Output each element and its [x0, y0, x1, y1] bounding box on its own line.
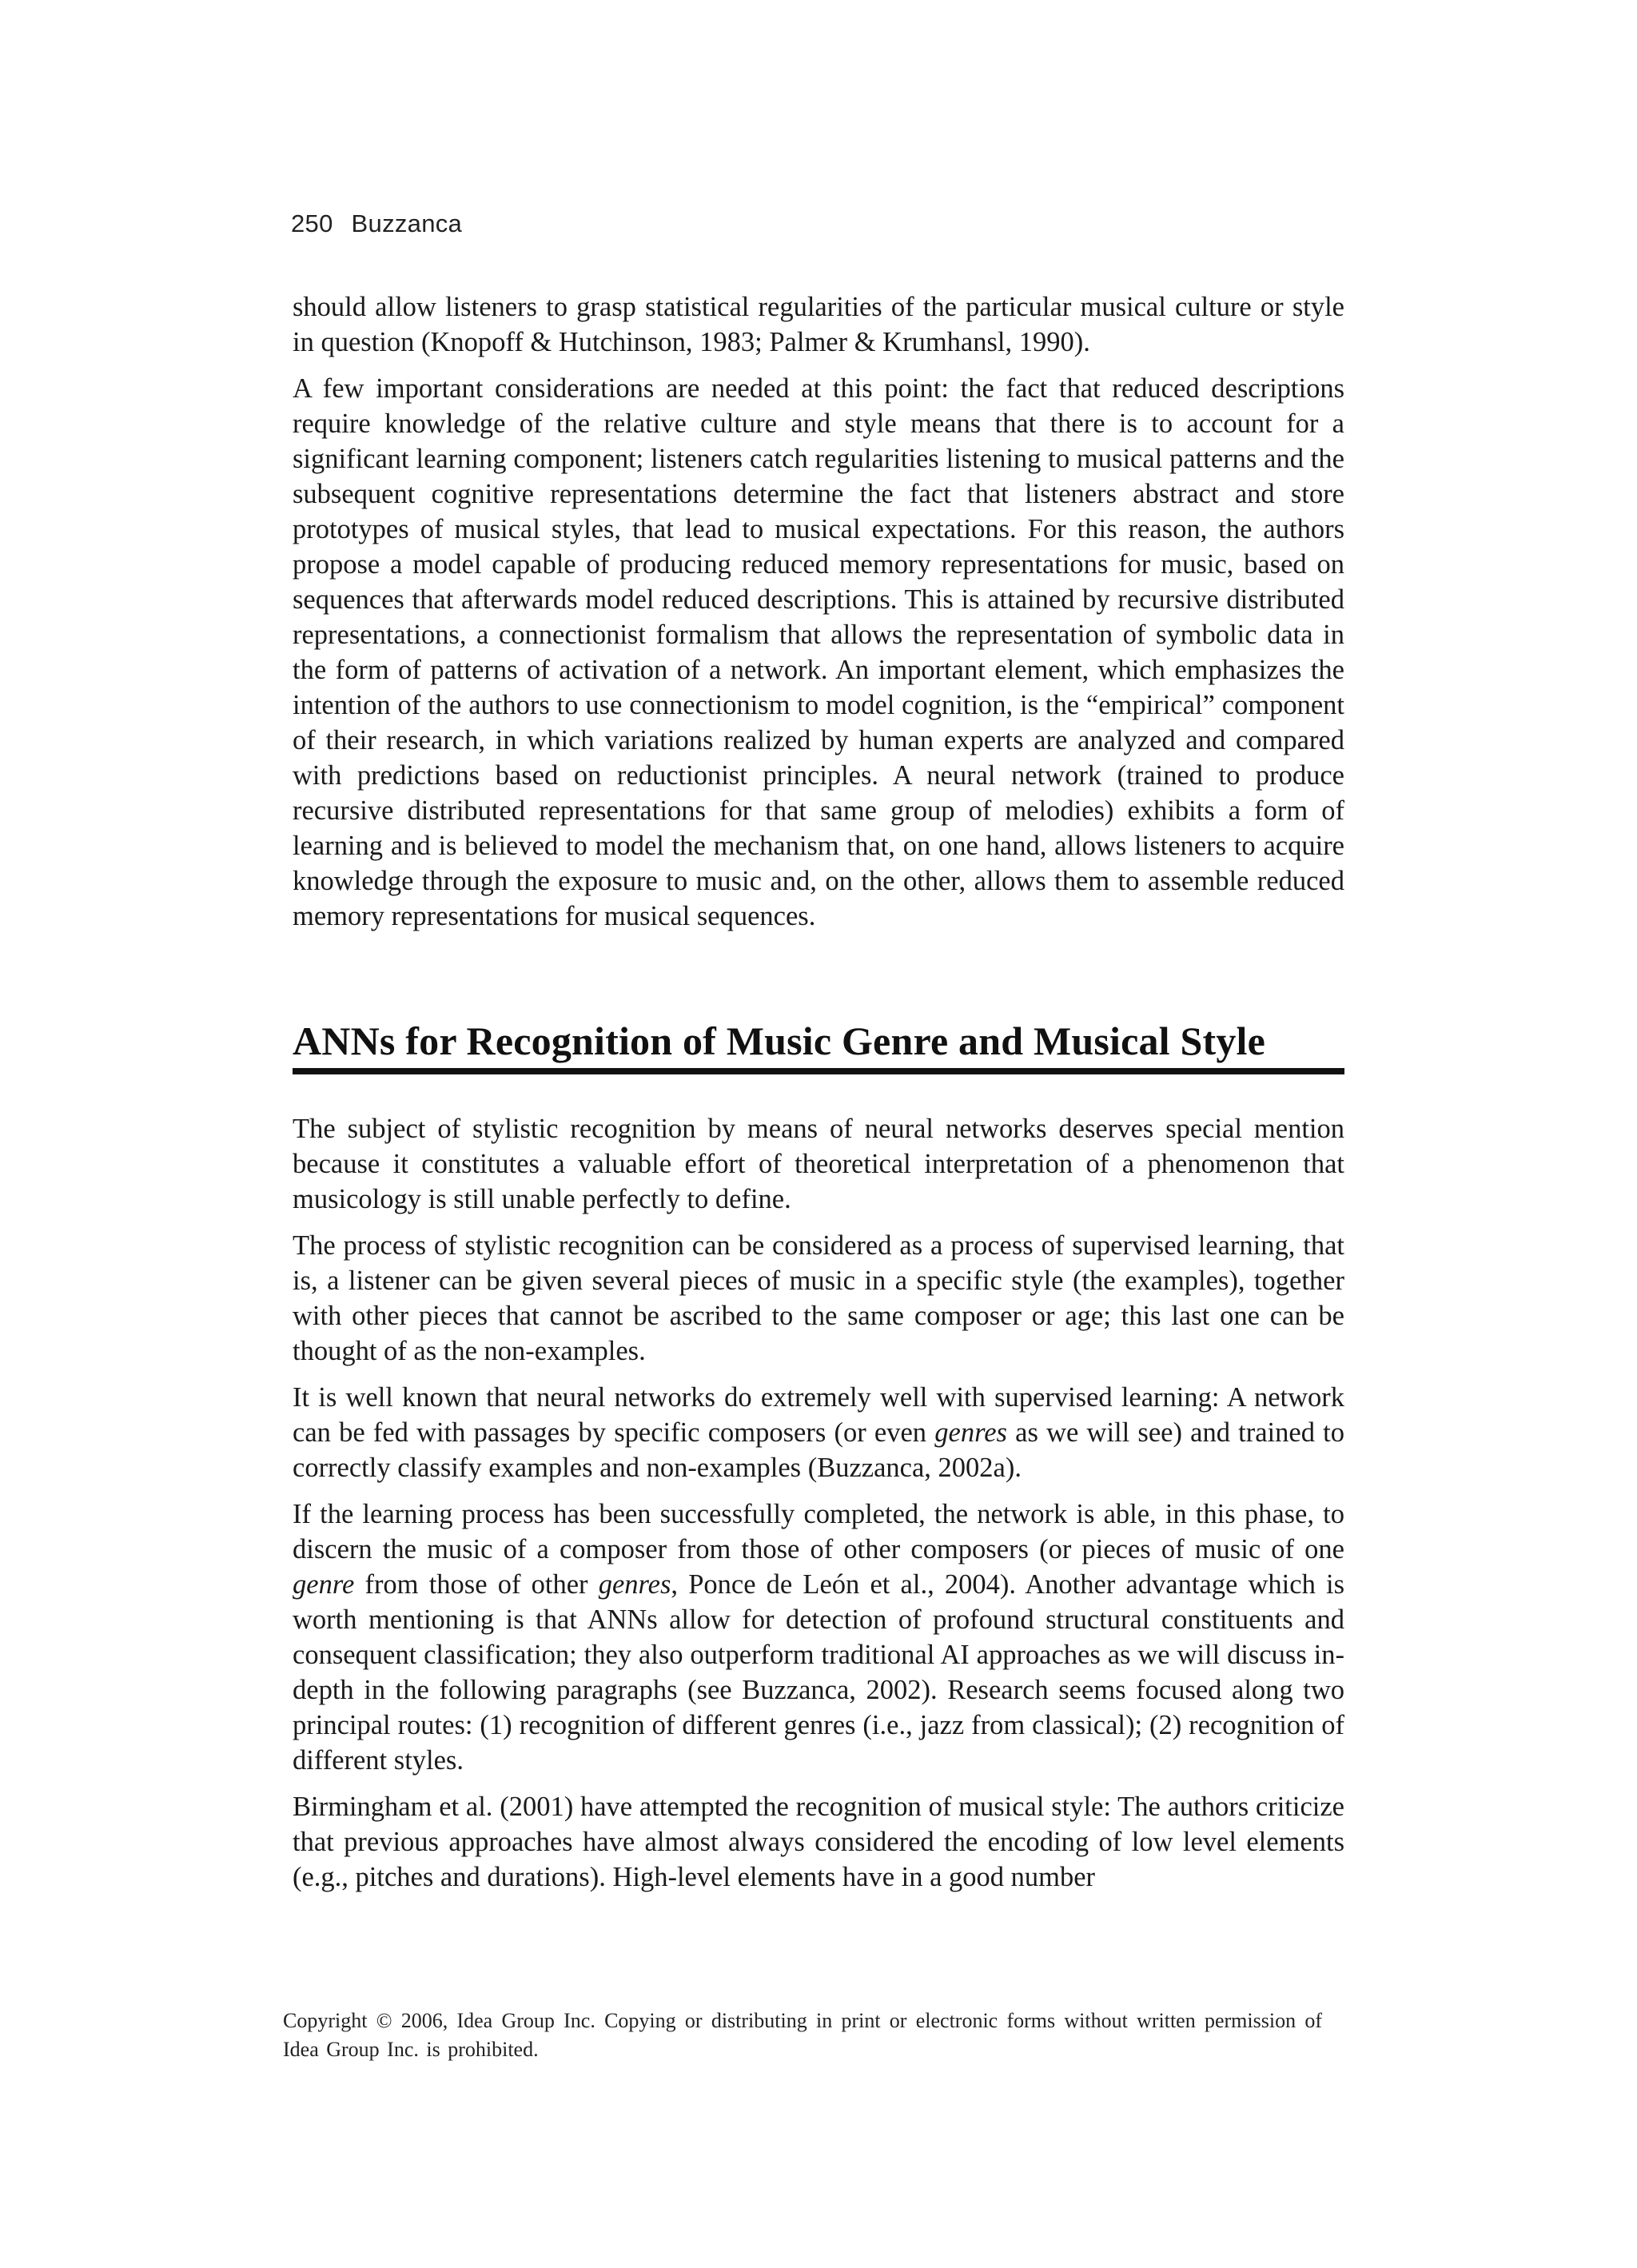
text-run: as we will see) and trained to correctly classify examples and non-examples (Buzzanca, 2002a).	[293, 1417, 1344, 1483]
paragraph: The subject of stylistic recognition by means of neural networks deserves special mention because it constitutes a valuable effort of theoretical interpretation of a phenomenon that musicology is still unable perfectly to define.	[293, 1114, 1344, 1214]
text-run: It is well known that neural networks do extremely well with supervised learning: A network can be fed with passages by specific composers (or even	[293, 1382, 1344, 1448]
italic-term: genre	[293, 1569, 355, 1600]
section-heading: ANNs for Recognition of Music Genre and Musical Style	[293, 1018, 1266, 1063]
text-run: If the learning process has been successfully completed, the network is able, in this phase, to discern the music of a composer from those of other composers (or pieces of music of one	[293, 1499, 1344, 1564]
body-text-before-heading	[293, 289, 1344, 945]
heading-underline-rule	[293, 1068, 1344, 1074]
italic-term: genres	[598, 1569, 671, 1600]
text-run: , Ponce de León et al., 2004). Another advantage which is worth mentioning is that ANNs allow for detection of profound structural constituents and consequent classification; they also outperform traditional AI approaches as we will discuss in-depth in the following paragraphs (see Buzzanca, 2002). Research seems focused along two principal routes: (1) recognition of different genres (i.e., jazz from classical); (2) recognition of different styles.	[293, 1569, 1345, 1776]
paragraph: Birmingham et al. (2001) have attempted the recognition of musical style: The authors criticize that previous approaches have almost always considered the encoding of low level elements (e.g., pitches and durations). High-level elements have in a good number	[293, 1792, 1344, 1892]
running-head	[291, 209, 462, 238]
text-run: from those of other	[354, 1569, 599, 1600]
running-head-author: Buzzanca	[351, 209, 463, 237]
paragraph: A few important considerations are needed at this point: the fact that reduced descriptions require knowledge of the relative culture and style means that there is to account for a significant learning component; listeners catch regularities listening to musical patterns and the subsequent cognitive representations determine the fact that listeners abstract and store prototypes of musical styles, that lead to musical expectations. For this reason, the authors propose a model capable of producing reduced memory representations for music, based on sequences that afterwards model reduced descriptions. This is attained by recursive distributed representations, a connectionist formalism that allows the representation of symbolic data in the form of patterns of activation of a network. An important element, which emphasizes the intention of the authors to use connectionism to model cognition, is the “empirical” component of their research, in which variations realized by human experts are analyzed and compared with predictions based on reductionist principles. A neural network (trained to produce recursive distributed representations for that same group of melodies) exhibits a form of learning and is believed to model the mechanism that, on one hand, allows listeners to acquire knowledge through the exposure to music and, on the other, allows them to assemble reduced memory representations for musical sequences.	[293, 373, 1344, 931]
page-number: 250	[291, 209, 333, 237]
copyright-footer: Copyright © 2006, Idea Group Inc. Copying or distributing in print or electronic forms without written permission of Idea Group Inc. is prohibited.	[283, 2009, 1322, 2061]
paragraph: should allow listeners to grasp statistical regularities of the particular musical culture or style in question (Knopoff & Hutchinson, 1983; Palmer & Krumhansl, 1990).	[293, 292, 1344, 357]
body-text-after-heading	[293, 1111, 1344, 1906]
italic-term: genres	[934, 1417, 1007, 1448]
paragraph	[293, 1380, 1344, 1485]
paragraph: The process of stylistic recognition can be considered as a process of supervised learning, that is, a listener can be given several pieces of music in a specific style (the examples), together with other pieces that cannot be ascribed to the same composer or age; this last one can be thought of as the non-examples.	[293, 1230, 1344, 1366]
paragraph	[293, 1497, 1344, 1778]
